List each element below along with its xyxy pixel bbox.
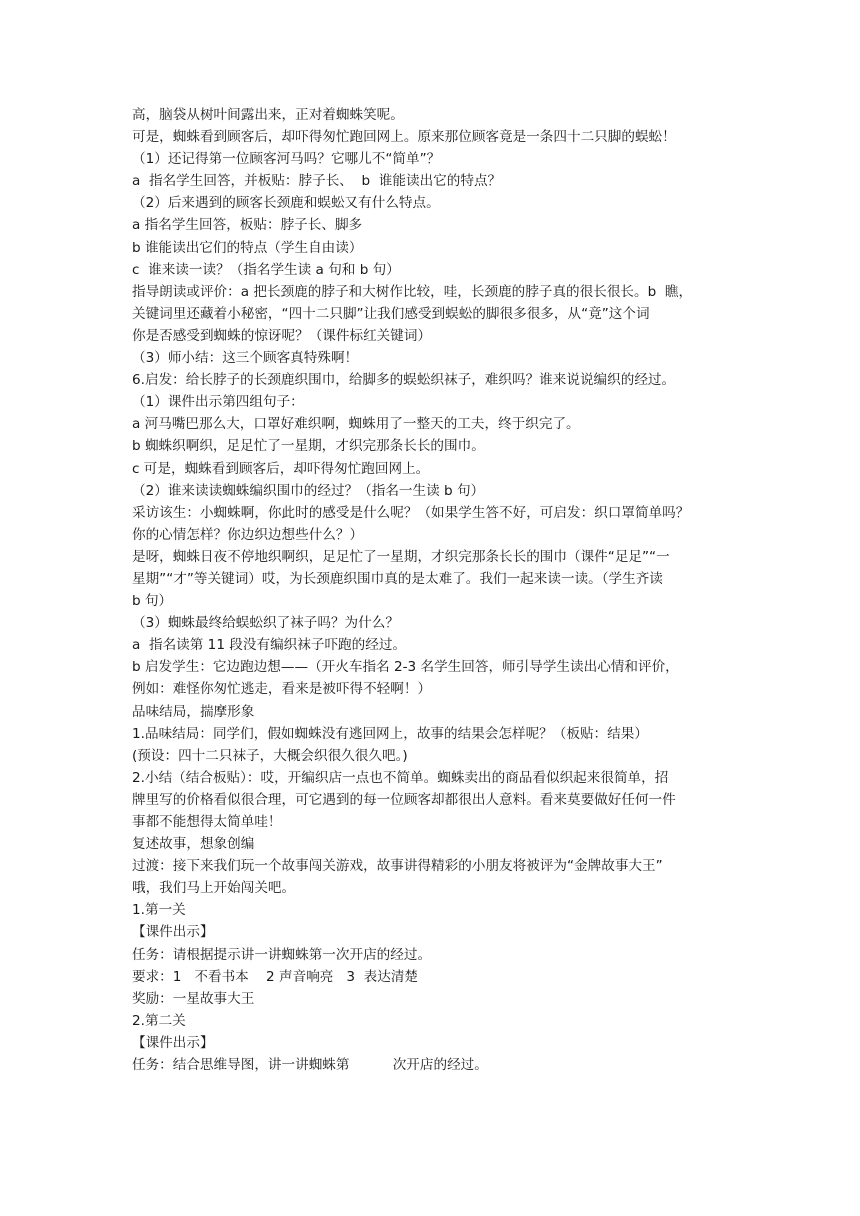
text-line: c 可是，蜘蛛看到顾客后，却吓得匆忙跑回网上。 (132, 460, 430, 477)
text-line: 星期”“才”等关键词）哎，为长颈鹿织围巾真的是太难了。我们一起来读一读。（学生齐读 (132, 570, 663, 587)
requirement-line: 要求：1 不看书本 2 声音响亮 3 表达清楚 (132, 968, 419, 985)
text-line: （3）蜘蛛最终给蜈蚣织了袜子吗？为什么？ (132, 615, 399, 632)
task-line: 任务：结合思维导图，讲一讲蜘蛛第 次开店的经过。 (132, 1057, 488, 1074)
text-line: 6.启发：给长脖子的长颈鹿织围巾，给脚多的蜈蚣织袜子，难织吗？谁来说说编织的经过。 (132, 372, 676, 389)
level-heading: 2.第二关 (132, 1012, 186, 1029)
text-line: a 指名学生回答，并板贴：脖子长、 b 谁能读出它的特点？ (132, 173, 502, 190)
text-line: （2）后来遇到的顾客长颈鹿和蜈蚣又有什么特点。 (132, 195, 440, 212)
text-line: b 句） (132, 593, 173, 610)
text-line: 采访该生：小蜘蛛啊，你此时的感受是什么呢？（如果学生答不好，可启发：织口罩简单吗？ (132, 504, 690, 521)
text-line: 牌里写的价格看似很合理，可它遇到的每一位顾客却都很出人意料。看来莫要做好任何一件 (132, 791, 676, 808)
text-line: 哦，我们马上开始闯关吧。 (132, 880, 296, 897)
text-line: （1）还记得第一位顾客河马吗？它哪儿不“简单”？ (132, 151, 441, 168)
text-line: （3）师小结：这三个顾客真特殊啊！ (132, 350, 359, 367)
level-heading: 1.第一关 (132, 902, 186, 919)
text-line: b 谁能读出它们的特点（学生自由读） (132, 239, 363, 256)
text-line: 例如：难怪你匆忙逃走，看来是被吓得不轻啊！） (132, 681, 432, 698)
text-line: 可是，蜘蛛看到顾客后，却吓得匆忙跑回网上。原来那位顾客竟是一条四十二只脚的蜈蚣！ (132, 129, 676, 146)
courseware-label: 【课件出示】 (132, 1034, 214, 1051)
text-line: 1.品味结局：同学们，假如蜘蛛没有逃回网上，故事的结果会怎样呢？（板贴：结果） (132, 725, 648, 742)
text-line: a 指名读第 11 段没有编织袜子吓跑的经过。 (132, 637, 407, 654)
text-line: 关键词里还藏着小秘密，“四十二只脚”让我们感受到蜈蚣的脚很多很多，从“竟”这个词 (132, 305, 650, 322)
text-line: （2）谁来读读蜘蛛编织围巾的经过？（指名一生读 b 句） (132, 482, 485, 499)
text-line: 你的心情怎样？你边织边想些什么？） (132, 526, 364, 543)
text-line: b 蜘蛛织啊织，足足忙了一星期，才织完那条长长的围巾。 (132, 438, 485, 455)
text-line: a 河马嘴巴那么大，口罩好难织啊，蜘蛛用了一整天的工夫，终于织完了。 (132, 416, 580, 433)
text-line: 过渡：接下来我们玩一个故事闯关游戏，故事讲得精彩的小朋友将被评为“金牌故事大王” (132, 858, 663, 875)
text-line: a 指名学生回答，板贴：脖子长、脚多 (132, 217, 363, 234)
task-line: 任务：请根据提示讲一讲蜘蛛第一次开店的经过。 (132, 946, 432, 963)
text-line: c 谁来读一读？（指名学生读 a 句和 b 句） (132, 261, 400, 278)
text-line: 是呀，蜘蛛日夜不停地织啊织，足足忙了一星期，才织完那条长长的围巾（课件“足足”“一 (132, 548, 670, 565)
section-heading: 复述故事，想象创编 (132, 836, 255, 853)
text-line: 事都不能想得太简单哇！ (132, 814, 282, 830)
text-line: b 启发学生：它边跑边想——（开火车指名 2-3 名学生回答，师引导学生读出心情和评价， (132, 659, 679, 676)
document-page (132, 104, 734, 1076)
text-line: （1）课件出示第四组句子： (132, 394, 304, 411)
text-line: (预设：四十二只袜子，大概会织很久很久吧。) (132, 747, 408, 764)
courseware-label: 【课件出示】 (132, 924, 214, 941)
text-line: 你是否感受到蜘蛛的惊讶呢？（课件标红关键词） (132, 327, 432, 344)
text-line: 指导朗读或评价：a 把长颈鹿的脖子和大树作比较，哇，长颈鹿的脖子真的很长很长。b 瞧， (132, 283, 693, 300)
section-heading: 品味结局，揣摩形象 (132, 703, 255, 720)
text-line: 高，脑袋从树叶间露出来，正对着蜘蛛笑呢。 (132, 107, 404, 123)
reward-line: 奖励：一星故事大王 (132, 990, 255, 1007)
text-line: 2.小结（结合板贴）：哎，开编织店一点也不简单。蜘蛛卖出的商品看似织起来很简单，招 (132, 769, 669, 786)
